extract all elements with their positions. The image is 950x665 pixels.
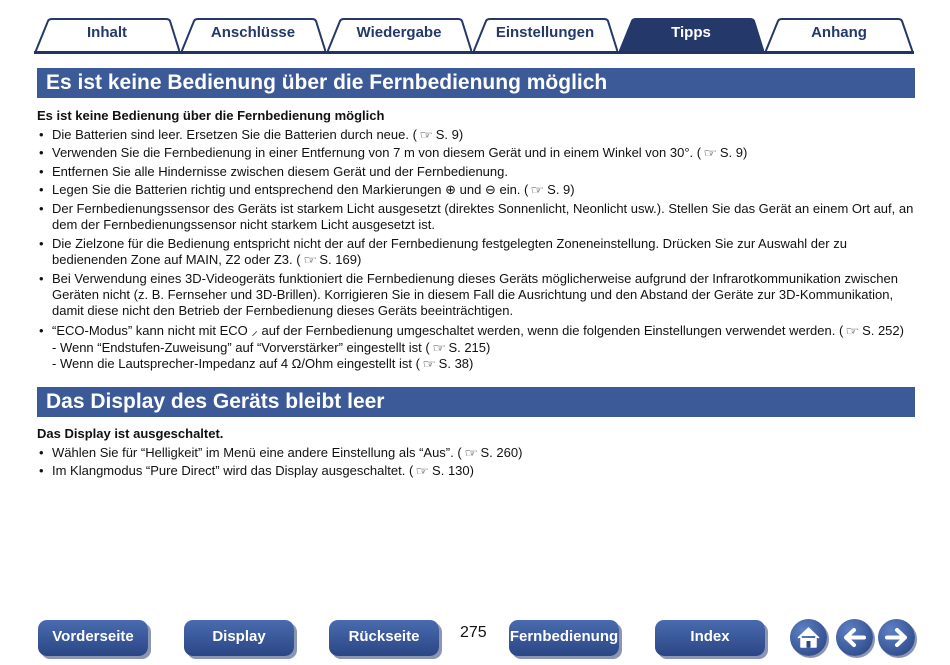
page-reference[interactable]: ( ☞ S. 252) — [838, 323, 904, 339]
tab-anschluesse[interactable] — [180, 18, 326, 53]
item-text: Legen Sie die Batterien richtig und entsprechend den Markierungen ⊕ und ⊖ ein. — [52, 182, 521, 198]
nav-button-display[interactable]: Display — [184, 620, 294, 656]
tab-label: Anschlüsse — [210, 24, 296, 41]
nav-button-index[interactable]: Index — [655, 620, 765, 656]
tab-label: Wiedergabe — [356, 24, 442, 41]
page-reference[interactable]: ( ☞ S. 260) — [457, 445, 523, 460]
subitem-text: - Wenn “Endstufen-Zuweisung” auf “Vorverstärker” eingestellt ist — [52, 339, 422, 355]
page-reference[interactable]: ( ☞ S. 9) — [524, 182, 575, 198]
list-item — [37, 323, 917, 372]
subheading-remote: Es ist keine Bedienung über die Fernbedienung möglich — [37, 108, 385, 123]
item-text: Wählen Sie für “Helligkeit” im Menü eine andere Einstellung als “Aus”. — [52, 445, 454, 460]
list-item — [37, 271, 917, 320]
pointing-hand-icon: ☞ — [432, 340, 447, 355]
tab-label: Tipps — [671, 24, 711, 41]
arrow-right-icon — [878, 619, 915, 656]
ref-label: S. 130 — [432, 463, 470, 479]
item-text: “ECO-Modus” kann nicht mit ECO ⸝ auf der Fernbedienung umgeschaltet werden, wenn die folgenden Einstellungen verwendet werden. — [52, 323, 836, 339]
tab-bar — [34, 18, 914, 54]
tab-wiedergabe[interactable] — [326, 18, 472, 53]
section-heading-remote: Es ist keine Bedienung über die Fernbedienung möglich — [37, 68, 915, 98]
pointing-hand-icon: ☞ — [845, 324, 860, 339]
list-item — [37, 145, 917, 161]
pointing-hand-icon: ☞ — [415, 464, 430, 479]
ref-label: S. 260 — [480, 445, 519, 460]
forward-button[interactable] — [878, 619, 915, 656]
nav-button-rueckseite[interactable]: Rückseite — [329, 620, 439, 656]
pointing-hand-icon: ☞ — [419, 128, 434, 142]
list-item — [37, 201, 917, 234]
page-reference[interactable]: ( ☞ S. 130) — [408, 463, 474, 479]
pointing-hand-icon: ☞ — [422, 356, 437, 371]
ref-label: S. 9 — [719, 145, 743, 161]
ref-label: S. 9 — [547, 182, 571, 198]
pointing-hand-icon: ☞ — [703, 146, 718, 161]
ref-label: S. 215 — [448, 339, 487, 355]
tab-underline — [34, 51, 914, 54]
tab-label: Einstellungen — [495, 24, 595, 41]
list-item — [37, 236, 917, 269]
home-icon — [790, 619, 827, 656]
tab-label: Inhalt — [87, 24, 127, 41]
eco-subitem — [52, 340, 917, 356]
home-button[interactable] — [790, 619, 827, 656]
list-item — [37, 182, 917, 198]
arrow-left-icon — [836, 619, 873, 656]
ref-label: S. 9 — [435, 127, 459, 142]
page-reference[interactable]: ( ☞ S. 9) — [696, 145, 748, 161]
item-text: Bei Verwendung eines 3D-Videogeräts funktioniert die Fernbedienung dieses Geräts möglicherweise aufgrund der Infrarotkommunikation zwischen Geräten nicht (z. B. Fernseher und 3D-Brillen). Korrigieren Sie in diesem Fall die Ausrichtung und den Abstand der Geräte zur 3D-Kommunikation, damit diese nicht den Betrieb der Fernbedienung dieses Geräts beeinträchtigen. — [52, 270, 898, 319]
item-text: Verwenden Sie die Fernbedienung in einer Entfernung von 7 m von diesem Gerät und in einem Winkel von 30°. — [52, 145, 694, 161]
ref-label: S. 169 — [319, 252, 357, 268]
subheading-display: Das Display ist ausgeschaltet. — [37, 426, 224, 441]
page-reference[interactable]: ( ☞ S. 169) — [296, 252, 362, 268]
item-text: Der Fernbedienungssensor des Geräts ist starkem Licht ausgesetzt (direktes Sonnenlicht, Neonlicht usw.). Stellen Sie das Gerät an einem Ort auf, an dem der Fernbedienungssensor nicht starkem Licht ausgesetzt ist. — [52, 200, 914, 233]
ref-label: S. 252 — [862, 323, 900, 339]
nav-button-fernbedienung[interactable]: Fernbedienung — [509, 620, 619, 656]
page-reference[interactable]: ( ☞ S. 38) — [415, 355, 474, 371]
item-text: Entfernen Sie alle Hindernisse zwischen diesem Gerät und der Fernbedienung. — [52, 163, 508, 179]
list-item — [37, 445, 917, 461]
pointing-hand-icon: ☞ — [464, 446, 479, 460]
page-number: 275 — [460, 624, 487, 641]
nav-button-vorderseite[interactable]: Vorderseite — [38, 620, 148, 656]
pointing-hand-icon: ☞ — [530, 183, 545, 198]
item-text: Die Batterien sind leer. Ersetzen Sie die Batterien durch neue. — [52, 127, 409, 142]
tab-inhalt[interactable] — [34, 18, 180, 53]
remote-checklist — [37, 127, 917, 374]
subitem-text: - Wenn die Lautsprecher-Impedanz auf 4 Ω/Ohm eingestellt ist — [52, 355, 412, 371]
section-heading-display: Das Display des Geräts bleibt leer — [37, 387, 915, 417]
page-reference[interactable]: ( ☞ S. 215) — [425, 339, 491, 355]
item-text: Im Klangmodus “Pure Direct” wird das Display ausgeschaltet. — [52, 463, 406, 479]
display-checklist — [37, 445, 917, 482]
tab-einstellungen[interactable] — [472, 18, 618, 53]
eco-subitem — [52, 356, 917, 372]
tab-anhang[interactable] — [764, 18, 914, 53]
tab-label: Anhang — [811, 24, 867, 41]
list-item — [37, 463, 917, 479]
tab-tipps[interactable] — [618, 18, 764, 53]
item-text: Die Zielzone für die Bedienung entspricht nicht der auf der Fernbedienung festgelegten Zoneneinstellung. Drücken Sie zur Auswahl der zu bedienenden Zone auf MAIN, Z2 oder Z3. — [52, 235, 847, 268]
page-reference[interactable]: ( ☞ S. 9) — [412, 127, 464, 142]
ref-label: S. 38 — [438, 355, 470, 371]
list-item — [37, 127, 917, 143]
list-item — [37, 164, 917, 180]
pointing-hand-icon: ☞ — [303, 253, 318, 268]
back-button[interactable] — [836, 619, 873, 656]
